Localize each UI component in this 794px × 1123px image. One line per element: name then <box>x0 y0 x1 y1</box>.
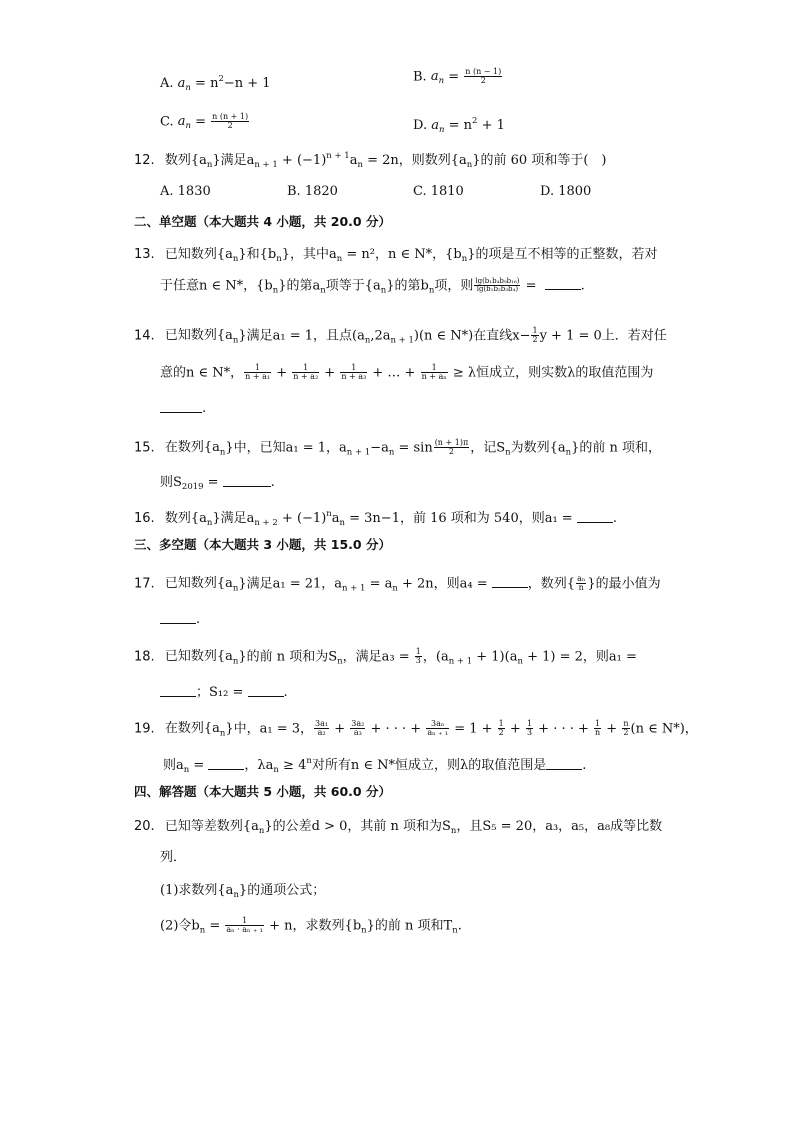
answer-blank[interactable] <box>248 685 284 697</box>
q13-line-2: 于任意n ∈ N*，$\{b_n\}$的第$a_n$项等于$\{a_n\}$的第$b_n$项，则 $\frac{\text{lg(b₁b₄b₉b₁₆)}}{\text{lg(b₁b₂b₃b₄)}}$ = . <box>160 277 585 296</box>
answer-blank[interactable] <box>577 511 613 523</box>
q20-line-1: 20. 已知等差数列$\{a_n\}$的公差d > 0，其前 n 项和为$S_n$，且S₅ = 20，a₃，a₅，a₈成等比数 <box>134 819 663 836</box>
answer-blank[interactable] <box>223 475 271 487</box>
section-heading-3: 三、多空题（本大题共 3 小题，共 15.0 分） <box>134 537 391 552</box>
answer-blank[interactable] <box>208 758 244 770</box>
q18-line-2: ；S₁₂ = . <box>160 685 288 699</box>
answer-blank[interactable] <box>160 685 196 697</box>
q11-option-b: B. $a_n$ = $\frac{n (n - 1)}{2}$ <box>413 67 502 87</box>
question-number: 15. <box>134 440 155 456</box>
q12-stem: 12. 数列$\{a_n\}$满足$a_{n + 1} + (-1)^{n + 1}a_n = 2n$，则数列$\{a_n\}$的前 60 项和等于( ) <box>134 151 607 170</box>
q13-line-1: 13. 已知数列$\{a_n\}$和$\{b_n\}$，其中$a_n = n^2$，n ∈ N*，$\{b_n\}$的项是互不相等的正整数，若对 <box>134 247 658 264</box>
q19-line-1: 19. 在数列$\{a_n\}$中，a₁ = 3， $\frac{\text{3a₁}}{\text{a₂}}$ + $\frac{\text{3a₂}}{\text{a₃}}$ + · · · + $\frac{\text{3aₙ}}{\text{aₙ ₊ ₁}}$ = 1 + $\frac{1}{2}$ + $\frac{1}{3}$ + · · · + $\frac{1}{n}$ + $\frac{n}{2}$ (n ∈ N*)， <box>134 719 698 739</box>
question-number: 18. <box>134 649 155 665</box>
q17-line-1: 17. 已知数列$\{a_n\}$满足a₁ = 21，$a_{n + 1} = a_n + 2n$，则a₄ = ，数列{ $\frac{\text{aₙ}}{n}$ }的最小值为 <box>134 574 661 594</box>
q11-option-c: C. $a_n$ = $\frac{n (n + 1)}{2}$ <box>160 112 249 132</box>
option-letter: C. <box>160 114 178 130</box>
q15-line-2: 则$S_{2019}$ = . <box>160 475 275 492</box>
q12-option-d: D. 1800 <box>540 184 592 199</box>
answer-blank[interactable] <box>160 401 202 413</box>
q12-option-b: B. 1820 <box>287 184 338 199</box>
answer-blank[interactable] <box>492 576 528 588</box>
q19-line-2: 则$a_n$ = ，$\lambda a_n \ge 4^n$对所有n ∈ N*恒成立，则λ的取值范围是 . <box>163 756 587 775</box>
option-letter: A. <box>160 76 178 91</box>
q20-part-2: (2)令$b_n$ = $\frac{1}{\text{aₙ · aₙ ₊ ₁}}$ + n，求数列$\{b_n\}$的前 n 项和$T_n$. <box>160 916 462 936</box>
section-heading-2: 二、单空题（本大题共 4 小题，共 20.0 分） <box>134 214 391 229</box>
answer-blank[interactable] <box>545 278 581 290</box>
question-number: 19. <box>134 721 155 737</box>
question-number: 20. <box>134 819 155 834</box>
question-number: 14. <box>134 328 155 344</box>
q14-line-1: 14. 已知数列$\{a_n\}$满足a₁ = 1，且点$(a_n,2a_{n + 1})(n$ ∈ N*)在直线x− $\frac{1}{2}$ y + 1 = 0上．若对任 <box>134 326 667 346</box>
q18-line-1: 18. 已知数列$\{a_n\}$的前 n 项和为$S_n$，满足a₃ = $\frac{1}{3}$ ，$(a_{n + 1} + 1)(a_n + 1) = 2$，则a₁ = <box>134 647 637 667</box>
answer-blank[interactable] <box>160 612 196 624</box>
question-number: 12. <box>134 153 155 168</box>
q12-option-c: C. 1810 <box>413 184 464 199</box>
q15-line-1: 15. 在数列$\{a_n\}$中，已知a₁ = 1，$a_{n + 1}-a_n = \sin$ $\frac{(n + 1)\pi}{2}$ ，记$S_n$为数列$\{a_n\}$的前 n 项和， <box>134 438 662 458</box>
q11-option-a: A. $a_n = n^2-n + 1$ <box>160 74 271 93</box>
section-heading-4: 四、解答题（本大题共 5 小题，共 60.0 分） <box>134 784 391 799</box>
option-letter: B. <box>413 69 431 85</box>
q14-line-3: . <box>160 401 206 415</box>
q16-stem: 16. 数列$\{a_n\}$满足$a_{n + 2} + (-1)^na_n = 3n-1$，前 16 项和为 540，则a₁ = . <box>134 509 617 528</box>
question-number: 16. <box>134 511 155 526</box>
question-number: 17. <box>134 576 155 592</box>
q20-line-2: 列． <box>160 850 187 865</box>
q11-option-d: D. $a_n = n^2 + 1$ <box>413 116 505 135</box>
q12-option-a: A. 1830 <box>160 184 211 199</box>
q20-part-1: (1)求数列$\{a_n\}$的通项公式； <box>160 883 326 900</box>
option-letter: D. <box>413 118 432 133</box>
q14-line-2: 意的n ∈ N*， $\frac{1}{\text{n + a₁}}$ + $\frac{1}{\text{n + a₂}}$ + $\frac{1}{\text{n + a₃}}$ + … + $\frac{1}{\text{n + aₙ}}$ ≥ λ恒成立，则实数λ的取值范围为 <box>160 363 654 382</box>
q17-line-2: . <box>160 612 200 626</box>
answer-blank[interactable] <box>546 758 582 770</box>
question-number: 13. <box>134 247 155 262</box>
